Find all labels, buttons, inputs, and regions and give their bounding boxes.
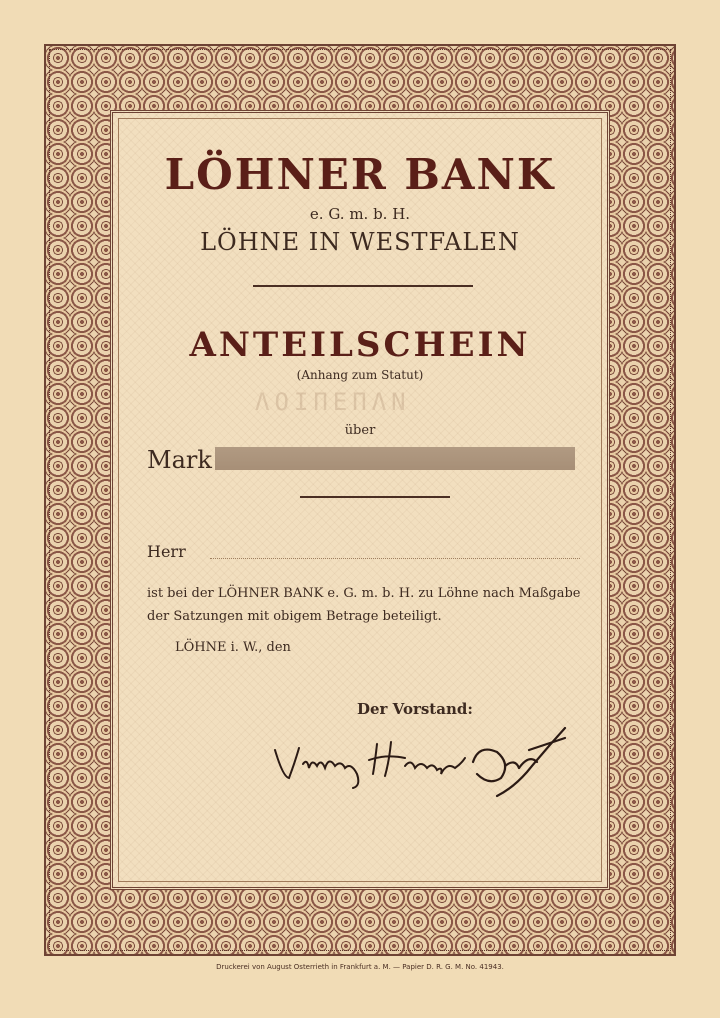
bank-name: LÖHNER BANK [164,150,556,199]
recipient-label: Herr [147,542,186,561]
divider-top [253,285,473,287]
signature-3 [473,728,565,796]
printer-note: Druckerei von August Osterrieth in Frankfurt a. M. — Papier D. R. G. M. No. 41943. [216,963,504,971]
document-title: ANTEILSCHEIN [189,325,531,365]
certificate-body-text: ist bei der LÖHNER BANK e. G. m. b. H. zu Löhne nach Maßgabe der Satzungen mit obigem Betrage beteiligt. [147,586,581,624]
board-label: Der Vorstand: [357,700,473,718]
date-line: LÖHNE i. W., den [175,640,291,655]
bank-location: LÖHNE IN WESTFALEN [200,228,520,256]
signature-1 [275,748,358,788]
currency-label: Mark [147,446,212,474]
signatures [265,722,585,802]
perforation-stamp: ΛΟΙΠΕΠΛΝ [255,388,411,416]
over-label: über [344,423,376,438]
recipient-line [210,558,580,559]
divider-middle [300,496,450,498]
signature-2 [369,742,465,776]
legal-form: e. G. m. b. H. [309,205,411,223]
document-subtitle: (Anhang zum Statut) [296,368,424,382]
amount-field [215,447,575,470]
